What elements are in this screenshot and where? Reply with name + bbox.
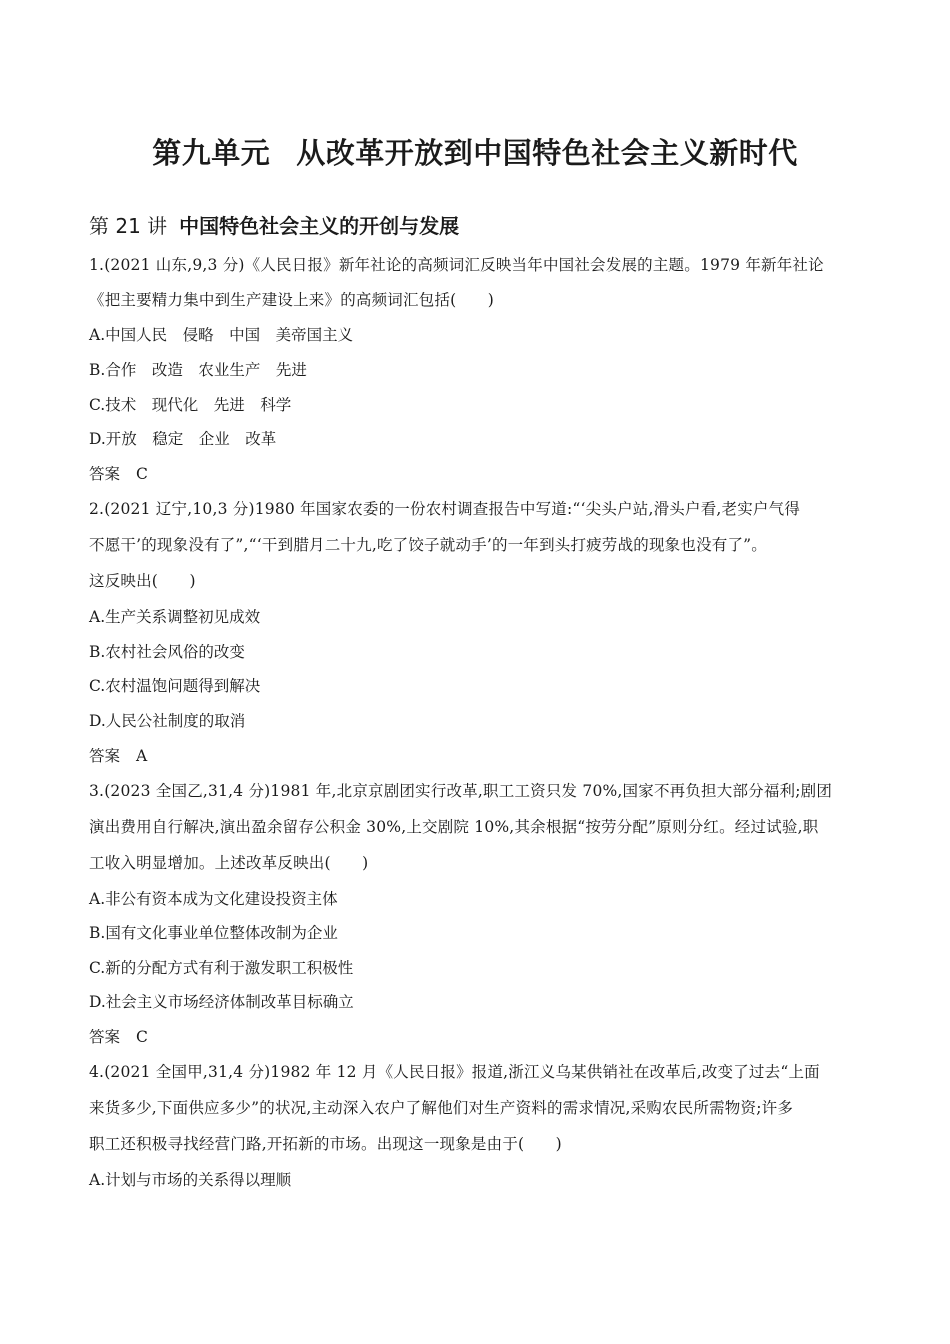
question-3-answer — [89, 1025, 148, 1047]
question-2-line-1: 2.(2021 辽宁,10,3 分)1980 年国家农委的一份农村调查报告中写道:“‘尖头户站,滑头户看,老实户气得 — [89, 500, 801, 518]
question-2-option-b: B.农村社会风俗的改变 — [89, 643, 245, 661]
lesson-number: 第 21 讲 — [89, 214, 168, 238]
question-4-option-a: A.计划与市场的关系得以理顺 — [89, 1171, 292, 1189]
question-2-option-c: C.农村温饱问题得到解决 — [89, 677, 261, 695]
question-1-line-1: 1.(2021 山东,9,3 分)《人民日报》新年社论的高频词汇反映当年中国社会发展的主题。1979 年新年社论 — [89, 256, 824, 274]
question-3-line-2: 演出费用自行解决,演出盈余留存公积金 30%,上交剧院 10%,其余根据“按劳分配”原则分红。经过试验,职 — [89, 818, 819, 836]
question-2-line-2: 不愿干’的现象没有了”,“‘干到腊月二十九,吃了饺子就动手’的一年到头打疲劳战的现象也没有了”。 — [89, 536, 768, 554]
unit-name: 从改革开放到中国特色社会主义新时代 — [296, 136, 798, 170]
question-3-line-3: 工收入明显增加。上述改革反映出( ) — [89, 854, 369, 872]
question-4-line-1: 4.(2021 全国甲,31,4 分)1982 年 12 月《人民日报》报道,浙江义乌某供销社在改革后,改变了过去“上面 — [89, 1063, 820, 1081]
answer-value: C — [136, 1028, 148, 1046]
answer-label: 答案 — [89, 465, 121, 483]
unit-title — [0, 131, 950, 172]
question-3-line-1: 3.(2023 全国乙,31,4 分)1981 年,北京京剧团实行改革,职工工资只发 70%,国家不再负担大部分福利;剧团 — [89, 782, 833, 800]
question-3-option-c: C.新的分配方式有利于激发职工积极性 — [89, 959, 354, 977]
question-2-option-a: A.生产关系调整初见成效 — [89, 608, 261, 626]
answer-label: 答案 — [89, 1028, 121, 1046]
unit-number: 第九单元 — [152, 136, 271, 170]
question-1-answer — [89, 462, 148, 484]
question-1-option-b: B.合作 改造 农业生产 先进 — [89, 361, 307, 379]
question-1-line-2: 《把主要精力集中到生产建设上来》的高频词汇包括( ) — [89, 291, 494, 309]
answer-value: A — [136, 747, 148, 765]
question-3-option-a: A.非公有资本成为文化建设投资主体 — [89, 890, 338, 908]
answer-value: C — [136, 465, 148, 483]
question-2-answer — [89, 744, 147, 766]
question-1-option-c: C.技术 现代化 先进 科学 — [89, 396, 292, 414]
question-2-option-d: D.人民公社制度的取消 — [89, 712, 246, 730]
question-3-option-d: D.社会主义市场经济体制改革目标确立 — [89, 993, 354, 1011]
question-4-line-2: 来货多少,下面供应多少”的状况,主动深入农户了解他们对生产资料的需求情况,采购农民所需物资;许多 — [89, 1099, 794, 1117]
question-2-line-3: 这反映出( ) — [89, 572, 196, 590]
question-1-option-a: A.中国人民 侵略 中国 美帝国主义 — [89, 326, 354, 344]
question-4-line-3: 职工还积极寻找经营门路,开拓新的市场。出现这一现象是由于( ) — [89, 1135, 562, 1153]
question-1-option-d: D.开放 稳定 企业 改革 — [89, 430, 277, 448]
lesson-heading — [89, 210, 459, 239]
lesson-name: 中国特色社会主义的开创与发展 — [179, 214, 460, 238]
answer-label: 答案 — [89, 747, 121, 765]
question-3-option-b: B.国有文化事业单位整体改制为企业 — [89, 924, 338, 942]
